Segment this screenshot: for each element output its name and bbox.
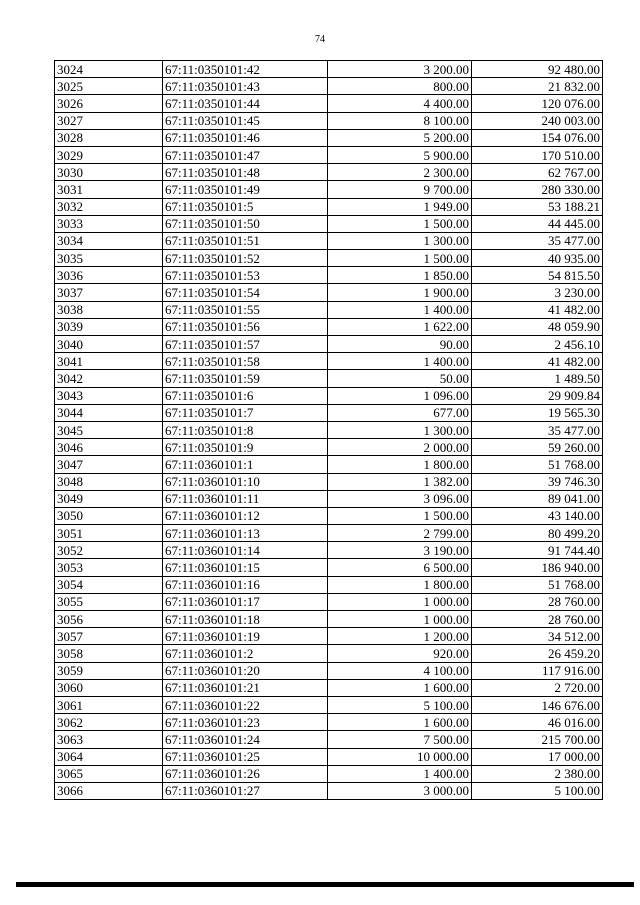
area-cell: 5 900.00 [328,146,472,163]
area-cell: 1 400.00 [328,765,472,782]
row-number-cell: 3049 [55,490,163,507]
table-row [55,525,603,542]
table-row [55,61,603,78]
row-number-cell: 3066 [55,782,163,799]
cadastral-number-cell: 67:11:0350101:45 [163,112,328,129]
cadastral-number-cell: 67:11:0350101:49 [163,181,328,198]
cadastral-number-cell: 67:11:0350101:54 [163,284,328,301]
table-row [55,353,603,370]
row-number-cell: 3052 [55,542,163,559]
row-number-cell: 3060 [55,679,163,696]
area-cell: 50.00 [328,370,472,387]
value-cell: 92 480.00 [472,61,603,78]
row-number-cell: 3025 [55,78,163,95]
cadastral-number-cell: 67:11:0350101:48 [163,164,328,181]
value-cell: 280 330.00 [472,181,603,198]
table-row [55,731,603,748]
cadastral-number-cell: 67:11:0350101:59 [163,370,328,387]
area-cell: 3 000.00 [328,782,472,799]
value-cell: 35 477.00 [472,232,603,249]
table-row [55,421,603,438]
row-number-cell: 3041 [55,353,163,370]
area-cell: 9 700.00 [328,181,472,198]
area-cell: 1 800.00 [328,456,472,473]
value-cell: 35 477.00 [472,421,603,438]
table-row [55,284,603,301]
row-number-cell: 3054 [55,576,163,593]
row-number-cell: 3042 [55,370,163,387]
cadastral-number-cell: 67:11:0360101:13 [163,525,328,542]
table-row [55,611,603,628]
table-row [55,146,603,163]
row-number-cell: 3028 [55,129,163,146]
area-cell: 800.00 [328,78,472,95]
area-cell: 4 100.00 [328,662,472,679]
table-row [55,439,603,456]
cadastral-number-cell: 67:11:0360101:1 [163,456,328,473]
area-cell: 6 500.00 [328,559,472,576]
cadastral-number-cell: 67:11:0360101:27 [163,782,328,799]
cadastral-number-cell: 67:11:0350101:50 [163,215,328,232]
value-cell: 80 499.20 [472,525,603,542]
row-number-cell: 3034 [55,232,163,249]
table-row [55,301,603,318]
area-cell: 1 300.00 [328,421,472,438]
row-number-cell: 3032 [55,198,163,215]
table-row [55,559,603,576]
value-cell: 117 916.00 [472,662,603,679]
table-row [55,215,603,232]
area-cell: 2 799.00 [328,525,472,542]
cadastral-number-cell: 67:11:0350101:47 [163,146,328,163]
row-number-cell: 3063 [55,731,163,748]
row-number-cell: 3029 [55,146,163,163]
cadastral-number-cell: 67:11:0350101:51 [163,232,328,249]
row-number-cell: 3057 [55,628,163,645]
value-cell: 53 188.21 [472,198,603,215]
row-number-cell: 3045 [55,421,163,438]
value-cell: 3 230.00 [472,284,603,301]
value-cell: 146 676.00 [472,696,603,713]
row-number-cell: 3053 [55,559,163,576]
area-cell: 3 096.00 [328,490,472,507]
area-cell: 10 000.00 [328,748,472,765]
row-number-cell: 3035 [55,250,163,267]
table-row [55,404,603,421]
value-cell: 5 100.00 [472,782,603,799]
cadastral-number-cell: 67:11:0360101:17 [163,593,328,610]
value-cell: 34 512.00 [472,628,603,645]
value-cell: 21 832.00 [472,78,603,95]
row-number-cell: 3036 [55,267,163,284]
area-cell: 1 600.00 [328,714,472,731]
row-number-cell: 3051 [55,525,163,542]
value-cell: 154 076.00 [472,129,603,146]
area-cell: 7 500.00 [328,731,472,748]
area-cell: 920.00 [328,645,472,662]
row-number-cell: 3037 [55,284,163,301]
value-cell: 51 768.00 [472,456,603,473]
row-number-cell: 3038 [55,301,163,318]
cadastral-number-cell: 67:11:0360101:11 [163,490,328,507]
area-cell: 90.00 [328,336,472,353]
cadastral-table [54,60,603,800]
table-row [55,232,603,249]
cadastral-number-cell: 67:11:0350101:55 [163,301,328,318]
area-cell: 3 190.00 [328,542,472,559]
table-row [55,250,603,267]
table-row [55,645,603,662]
table-row [55,593,603,610]
area-cell: 1 400.00 [328,353,472,370]
row-number-cell: 3046 [55,439,163,456]
table-row [55,696,603,713]
row-number-cell: 3024 [55,61,163,78]
value-cell: 120 076.00 [472,95,603,112]
area-cell: 1 800.00 [328,576,472,593]
cadastral-number-cell: 67:11:0350101:9 [163,439,328,456]
table-row [55,387,603,404]
area-cell: 1 600.00 [328,679,472,696]
cadastral-number-cell: 67:11:0350101:7 [163,404,328,421]
table-row [55,95,603,112]
value-cell: 39 746.30 [472,473,603,490]
area-cell: 1 000.00 [328,593,472,610]
cadastral-number-cell: 67:11:0360101:24 [163,731,328,748]
area-cell: 1 949.00 [328,198,472,215]
table-row [55,370,603,387]
cadastral-number-cell: 67:11:0360101:12 [163,507,328,524]
row-number-cell: 3027 [55,112,163,129]
table-row [55,181,603,198]
table-row [55,782,603,799]
cadastral-number-cell: 67:11:0360101:21 [163,679,328,696]
cadastral-number-cell: 67:11:0360101:20 [163,662,328,679]
table-row [55,628,603,645]
page-number: 74 [315,34,325,45]
value-cell: 2 380.00 [472,765,603,782]
cadastral-number-cell: 67:11:0350101:56 [163,318,328,335]
table-row [55,714,603,731]
table-row [55,336,603,353]
row-number-cell: 3033 [55,215,163,232]
row-number-cell: 3047 [55,456,163,473]
cadastral-number-cell: 67:11:0360101:14 [163,542,328,559]
table-row [55,164,603,181]
cadastral-number-cell: 67:11:0350101:5 [163,198,328,215]
cadastral-number-cell: 67:11:0350101:57 [163,336,328,353]
value-cell: 46 016.00 [472,714,603,731]
row-number-cell: 3056 [55,611,163,628]
table-row [55,542,603,559]
table-row [55,765,603,782]
cadastral-number-cell: 67:11:0360101:23 [163,714,328,731]
row-number-cell: 3055 [55,593,163,610]
cadastral-number-cell: 67:11:0360101:26 [163,765,328,782]
cadastral-number-cell: 67:11:0350101:58 [163,353,328,370]
table-row [55,748,603,765]
value-cell: 186 940.00 [472,559,603,576]
cadastral-number-cell: 67:11:0350101:44 [163,95,328,112]
value-cell: 51 768.00 [472,576,603,593]
area-cell: 1 300.00 [328,232,472,249]
area-cell: 1 400.00 [328,301,472,318]
value-cell: 17 000.00 [472,748,603,765]
area-cell: 1 096.00 [328,387,472,404]
area-cell: 1 500.00 [328,215,472,232]
value-cell: 2 720.00 [472,679,603,696]
value-cell: 41 482.00 [472,353,603,370]
area-cell: 1 200.00 [328,628,472,645]
table-row [55,112,603,129]
table-row [55,78,603,95]
area-cell: 1 622.00 [328,318,472,335]
cadastral-number-cell: 67:11:0350101:46 [163,129,328,146]
row-number-cell: 3061 [55,696,163,713]
value-cell: 54 815.50 [472,267,603,284]
table-row [55,318,603,335]
area-cell: 3 200.00 [328,61,472,78]
cadastral-number-cell: 67:11:0360101:15 [163,559,328,576]
cadastral-number-cell: 67:11:0360101:18 [163,611,328,628]
table-row [55,456,603,473]
area-cell: 2 300.00 [328,164,472,181]
table-row [55,267,603,284]
cadastral-number-cell: 67:11:0360101:22 [163,696,328,713]
area-cell: 1 900.00 [328,284,472,301]
table-row [55,473,603,490]
value-cell: 1 489.50 [472,370,603,387]
row-number-cell: 3048 [55,473,163,490]
value-cell: 240 003.00 [472,112,603,129]
row-number-cell: 3058 [55,645,163,662]
value-cell: 28 760.00 [472,611,603,628]
table-row [55,507,603,524]
table-row [55,679,603,696]
table-body [55,61,603,800]
cadastral-number-cell: 67:11:0350101:42 [163,61,328,78]
value-cell: 40 935.00 [472,250,603,267]
row-number-cell: 3062 [55,714,163,731]
row-number-cell: 3026 [55,95,163,112]
row-number-cell: 3064 [55,748,163,765]
area-cell: 2 000.00 [328,439,472,456]
cadastral-number-cell: 67:11:0350101:53 [163,267,328,284]
value-cell: 28 760.00 [472,593,603,610]
cadastral-number-cell: 67:11:0360101:19 [163,628,328,645]
area-cell: 8 100.00 [328,112,472,129]
table-row [55,129,603,146]
row-number-cell: 3044 [55,404,163,421]
value-cell: 89 041.00 [472,490,603,507]
value-cell: 62 767.00 [472,164,603,181]
area-cell: 1 382.00 [328,473,472,490]
table-row [55,662,603,679]
area-cell: 1 000.00 [328,611,472,628]
value-cell: 91 744.40 [472,542,603,559]
table-row [55,198,603,215]
area-cell: 1 500.00 [328,507,472,524]
cadastral-number-cell: 67:11:0360101:16 [163,576,328,593]
value-cell: 48 059.90 [472,318,603,335]
area-cell: 4 400.00 [328,95,472,112]
value-cell: 43 140.00 [472,507,603,524]
value-cell: 41 482.00 [472,301,603,318]
row-number-cell: 3031 [55,181,163,198]
row-number-cell: 3043 [55,387,163,404]
cadastral-number-cell: 67:11:0350101:6 [163,387,328,404]
row-number-cell: 3040 [55,336,163,353]
row-number-cell: 3050 [55,507,163,524]
value-cell: 2 456.10 [472,336,603,353]
value-cell: 59 260.00 [472,439,603,456]
value-cell: 44 445.00 [472,215,603,232]
cadastral-number-cell: 67:11:0360101:2 [163,645,328,662]
area-cell: 5 100.00 [328,696,472,713]
row-number-cell: 3059 [55,662,163,679]
cadastral-number-cell: 67:11:0350101:43 [163,78,328,95]
footer-divider [16,882,634,887]
table-row [55,576,603,593]
area-cell: 1 850.00 [328,267,472,284]
area-cell: 5 200.00 [328,129,472,146]
row-number-cell: 3039 [55,318,163,335]
row-number-cell: 3065 [55,765,163,782]
value-cell: 26 459.20 [472,645,603,662]
cadastral-number-cell: 67:11:0360101:25 [163,748,328,765]
row-number-cell: 3030 [55,164,163,181]
cadastral-number-cell: 67:11:0360101:10 [163,473,328,490]
cadastral-number-cell: 67:11:0350101:8 [163,421,328,438]
table-row [55,490,603,507]
area-cell: 677.00 [328,404,472,421]
value-cell: 215 700.00 [472,731,603,748]
cadastral-number-cell: 67:11:0350101:52 [163,250,328,267]
value-cell: 19 565.30 [472,404,603,421]
area-cell: 1 500.00 [328,250,472,267]
value-cell: 170 510.00 [472,146,603,163]
value-cell: 29 909.84 [472,387,603,404]
